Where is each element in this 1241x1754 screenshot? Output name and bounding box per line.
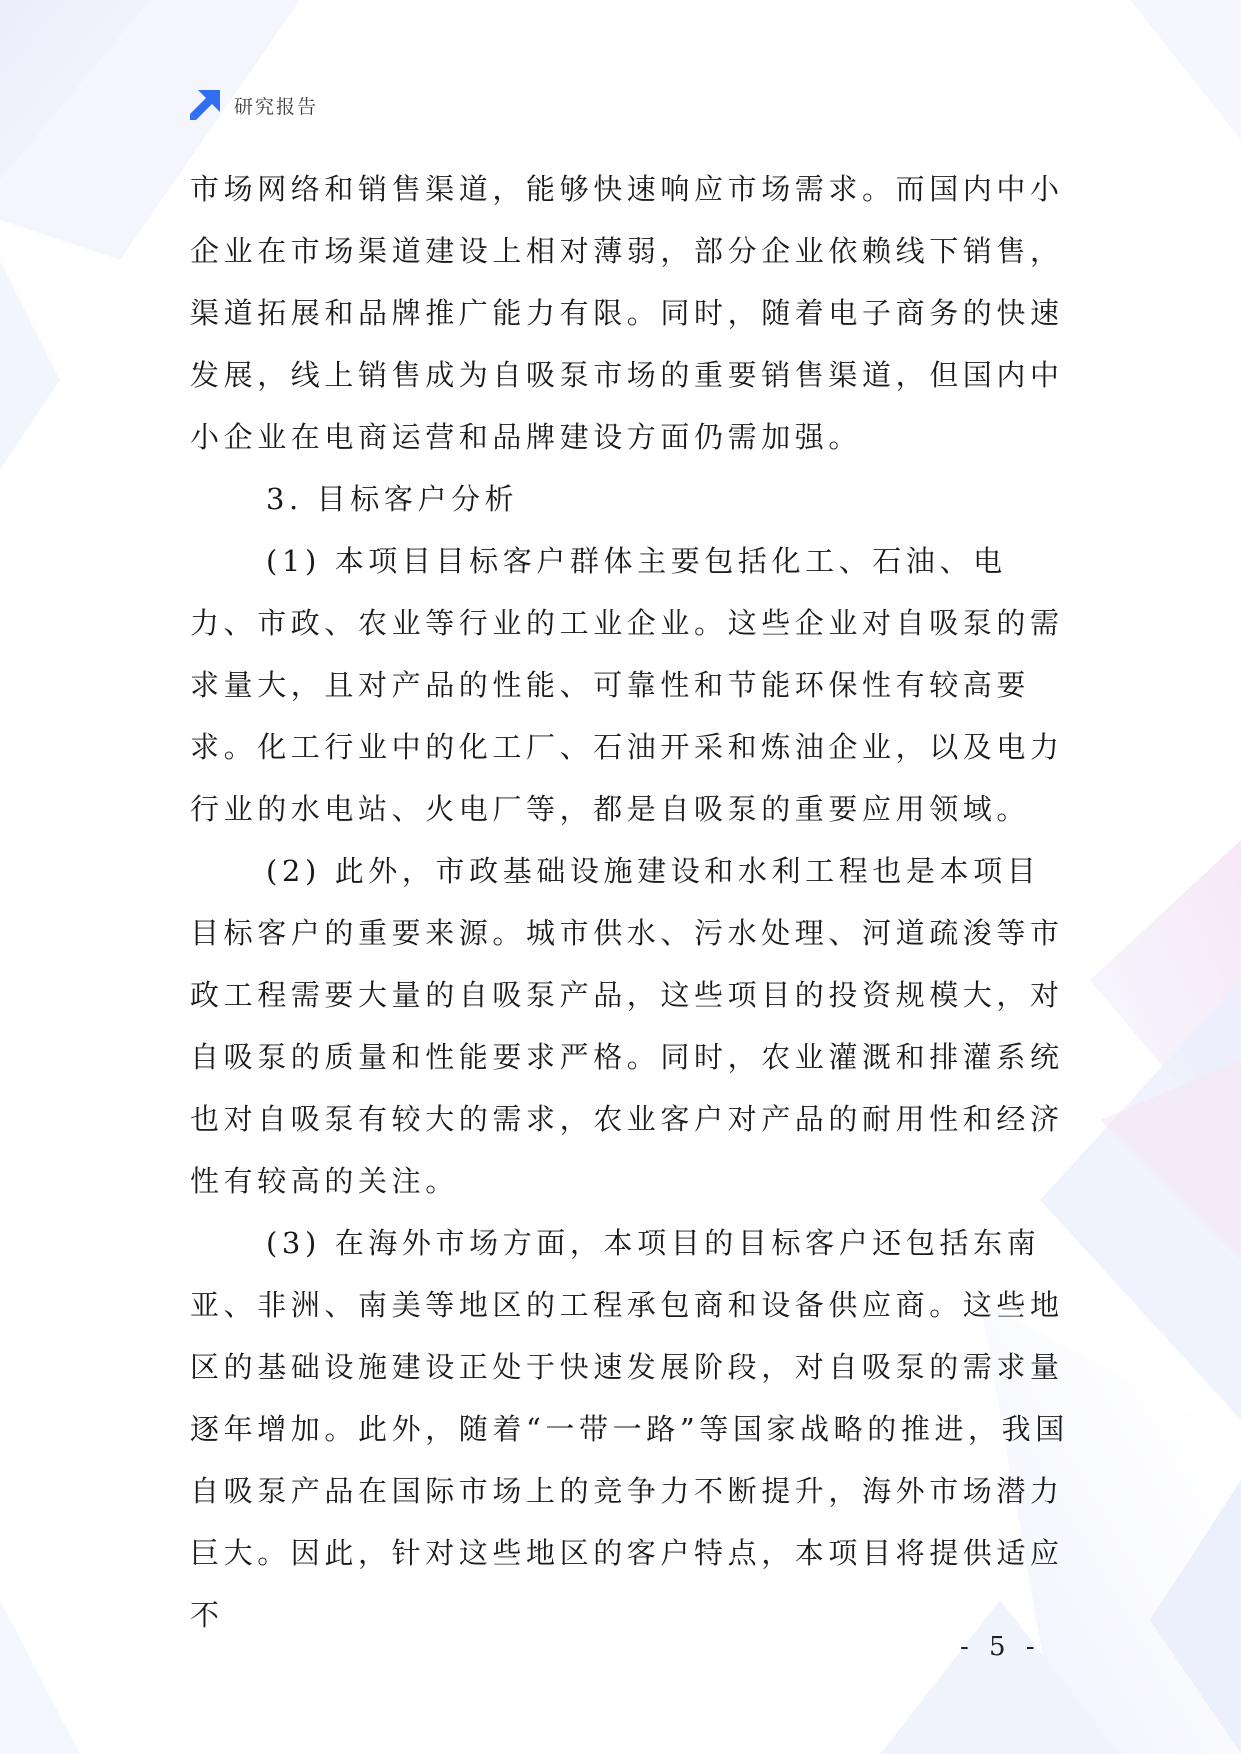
- paragraph-1: (1) 本项目目标客户群体主要包括化工、石油、电力、市政、农业等行业的工业企业。这些企业对自吸泵的需求量大，且对产品的性能、可靠性和节能环保性有较高要求。化工行业中的化工厂、石油开采和炼油企业，以及电力行业的水电站、火电厂等，都是自吸泵的重要应用领域。: [190, 544, 1064, 826]
- arrow-logo-icon: [188, 88, 222, 122]
- intro-paragraph: 市场网络和销售渠道，能够快速响应市场需求。而国内中小企业在市场渠道建设上相对薄弱，部分企业依赖线下销售，渠道拓展和品牌推广能力有限。同时，随着电子商务的快速发展，线上销售成为自吸泵市场的重要销售渠道，但国内中小企业在电商运营和品牌建设方面仍需加强。: [190, 172, 1064, 454]
- paragraph-3: (3) 在海外市场方面，本项目的目标客户还包括东南亚、非洲、南美等地区的工程承包商和设备供应商。这些地区的基础设施建设正处于快速发展阶段，对自吸泵的需求量逐年增加。此外，随着“一带一路”等国家战略的推进，我国自吸泵产品在国际市场上的竞争力不断提升，海外市场潜力巨大。因此，针对这些地区的客户特点，本项目将提供适应不: [190, 1226, 1069, 1632]
- paragraph-2: (2) 此外，市政基础设施建设和水利工程也是本项目目标客户的重要来源。城市供水、污水处理、河道疏浚等市政工程需要大量的自吸泵产品，这些项目的投资规模大，对自吸泵的质量和性能要求严格。同时，农业灌溉和排灌系统也对自吸泵有较大的需求，农业客户对产品的耐用性和经济性有较高的关注。: [190, 854, 1064, 1198]
- report-header: [188, 88, 318, 122]
- header-title: 研究报告: [234, 95, 319, 118]
- document-body: [190, 158, 1070, 1646]
- section-heading: 3. 目标客户分析: [266, 482, 519, 516]
- page-number: - 5 -: [960, 1632, 1041, 1662]
